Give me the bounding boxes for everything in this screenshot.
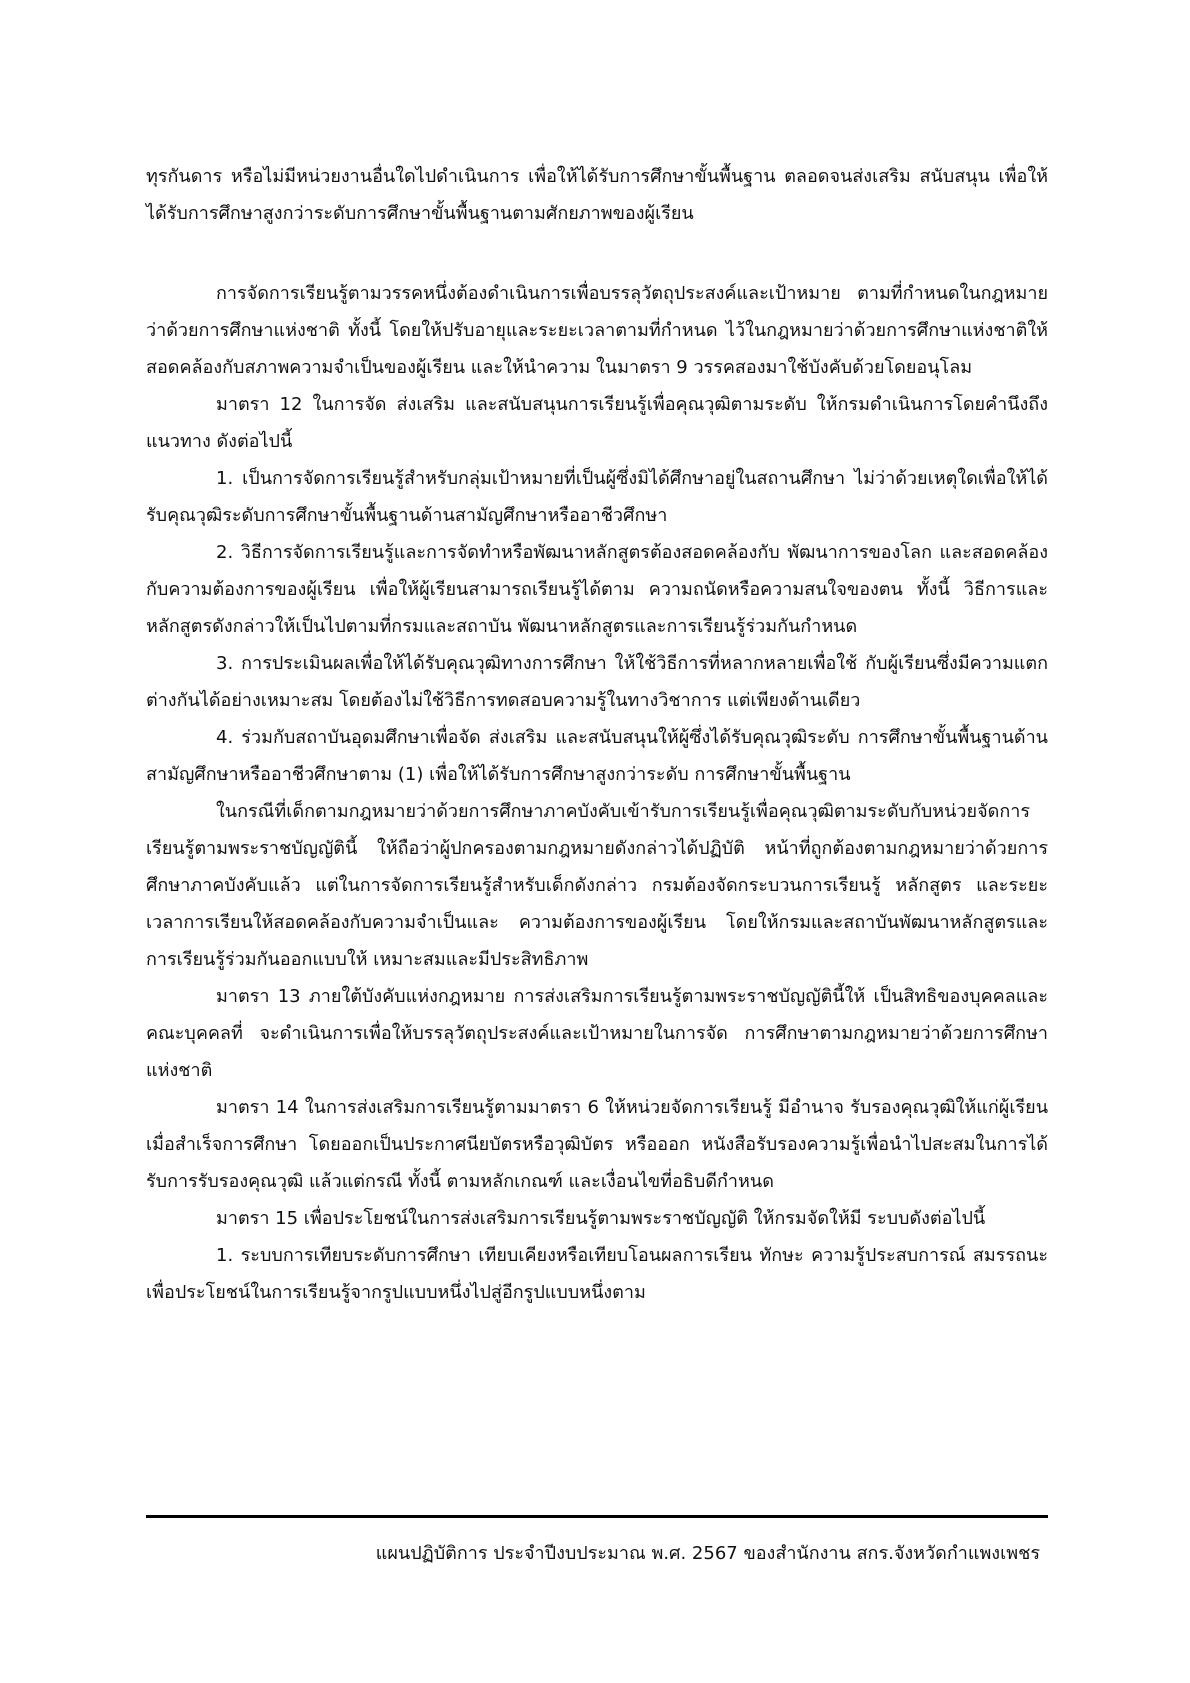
- intro-paragraph: ทุรกันดาร หรือไม่มีหน่วยงานอื่นใดไปดำเนินการ เพื่อให้ได้รับการศึกษาขั้นพื้นฐาน ตลอดจนส่งเสริม สนับสนุน เพื่อให้ได้รับการศึกษาสูงกว่าระดับการศึกษาขั้นพื้นฐานตามศักยภาพของผู้เรียน: [146, 166, 1048, 224]
- paragraph-section-13: มาตรา 13 ภายใต้บังคับแห่งกฎหมาย การส่งเสริมการเรียนรู้ตามพระราชบัญญัตินี้ให้ เป็นสิทธิของบุคคลและคณะบุคคลที่ จะดำเนินการเพื่อให้บรรลุวัตถุประสงค์และเป้าหมายในการจัด การศึกษาตามกฎหมายว่าด้วยการศึกษาแห่งชาติ: [146, 986, 1048, 1081]
- paragraph-section-12-item-3: 3. การประเมินผลเพื่อให้ได้รับคุณวุฒิทางการศึกษา ให้ใช้วิธีการที่หลากหลายเพื่อใช้ กับผู้เรียนซึ่งมีความแตกต่างกันได้อย่างเหมาะสม โดยต้องไม่ใช้วิธีการทดสอบความรู้ในทางวิชาการ แต่เพียงด้านเดียว: [146, 653, 1048, 711]
- intro-section: [146, 158, 1048, 232]
- paragraph-compulsory-education: ในกรณีที่เด็กตามกฎหมายว่าด้วยการศึกษาภาคบังคับเข้ารับการเรียนรู้เพื่อคุณวุฒิตามระดับกับหน่วยจัดการเรียนรู้ตามพระราชบัญญัตินี้ ให้ถือว่าผู้ปกครองตามกฎหมายดังกล่าวได้ปฏิบัติ หน้าที่ถูกต้องตามกฎหมายว่าด้วยการศึกษาภาคบังคับแล้ว แต่ในการจัดการเรียนรู้สำหรับเด็กดังกล่าว กรมต้องจัดกระบวนการเรียนรู้ หลักสูตร และระยะเวลาการเรียนให้สอดคล้องกับความจำเป็นและ ความต้องการของผู้เรียน โดยให้กรมและสถาบันพัฒนาหลักสูตรและการเรียนรู้ร่วมกันออกแบบให้ เหมาะสมและมีประสิทธิภาพ: [146, 801, 1048, 970]
- paragraph-section-12-item-4: 4. ร่วมกับสถาบันอุดมศึกษาเพื่อจัด ส่งเสริม และสนับสนุนให้ผู้ซึ่งได้รับคุณวุฒิระดับ การศึกษาขั้นพื้นฐานด้านสามัญศึกษาหรืออาชีวศึกษาตาม (1) เพื่อให้ได้รับการศึกษาสูงกว่าระดับ การศึกษาขั้นพื้นฐาน: [146, 727, 1048, 785]
- paragraph-section-14: มาตรา 14 ในการส่งเสริมการเรียนรู้ตามมาตรา 6 ให้หน่วยจัดการเรียนรู้ มีอำนาจ รับรองคุณวุฒิให้แก่ผู้เรียนเมื่อสำเร็จการศึกษา โดยออกเป็นประกาศนียบัตรหรือวุฒิบัตร หรือออก หนังสือรับรองความรู้เพื่อนำไปสะสมในการได้รับการรับรองคุณวุฒิ แล้วแต่กรณี ทั้งนี้ ตามหลักเกณฑ์ และเงื่อนไขที่อธิบดีกำหนด: [146, 1097, 1048, 1192]
- page-footer: แผนปฏิบัติการ ประจำปีงบประมาณ พ.ศ. 2567 ของสำนักงาน สกร.จังหวัดกำแพงเพชร: [375, 1543, 1040, 1564]
- paragraph-section-12-item-1: 1. เป็นการจัดการเรียนรู้สำหรับกลุ่มเป้าหมายที่เป็นผู้ซึ่งมิได้ศึกษาอยู่ในสถานศึกษา ไม่ว่าด้วยเหตุใดเพื่อให้ได้รับคุณวุฒิระดับการศึกษาขั้นพื้นฐานด้านสามัญศึกษาหรืออาชีวศึกษา: [146, 468, 1048, 526]
- paragraph-learning-management: การจัดการเรียนรู้ตามวรรคหนึ่งต้องดำเนินการเพื่อบรรลุวัตถุประสงค์และเป้าหมาย ตามที่กำหนดในกฎหมายว่าด้วยการศึกษาแห่งชาติ ทั้งนี้ โดยให้ปรับอายุและระยะเวลาตามที่กำหนด ไว้ในกฎหมายว่าด้วยการศึกษาแห่งชาติให้สอดคล้องกับสภาพความจำเป็นของผู้เรียน และให้นำความ ในมาตรา 9 วรรคสองมาใช้บังคับด้วยโดยอนุโลม: [146, 283, 1048, 378]
- paragraph-section-15-item-1: 1. ระบบการเทียบระดับการศึกษา เทียบเคียงหรือเทียบโอนผลการเรียน ทักษะ ความรู้ประสบการณ์ สมรรถนะ เพื่อประโยชน์ในการเรียนรู้จากรูปแบบหนึ่งไปสู่อีกรูปแบบหนึ่งตาม: [146, 1245, 1048, 1303]
- paragraph-section-15: มาตรา 15 เพื่อประโยชน์ในการส่งเสริมการเรียนรู้ตามพระราชบัญญัติ ให้กรมจัดให้มี ระบบดังต่อไปนี้: [216, 1208, 986, 1229]
- paragraph-section-12-item-2: 2. วิธีการจัดการเรียนรู้และการจัดทำหรือพัฒนาหลักสูตรต้องสอดคล้องกับ พัฒนาการของโลก และสอดคล้องกับความต้องการของผู้เรียน เพื่อให้ผู้เรียนสามารถเรียนรู้ได้ตาม ความถนัดหรือความสนใจของตน ทั้งนี้ วิธีการและหลักสูตรดังกล่าวให้เป็นไปตามที่กรมและสถาบัน พัฒนาหลักสูตรและการเรียนรู้ร่วมกันกำหนด: [146, 542, 1048, 637]
- paragraph-section-12: มาตรา 12 ในการจัด ส่งเสริม และสนับสนุนการเรียนรู้เพื่อคุณวุฒิตามระดับ ให้กรมดำเนินการโดยคำนึงถึงแนวทาง ดังต่อไปนี้: [146, 394, 1048, 452]
- footer-divider: [146, 1515, 1048, 1518]
- body-section: [146, 275, 1048, 1311]
